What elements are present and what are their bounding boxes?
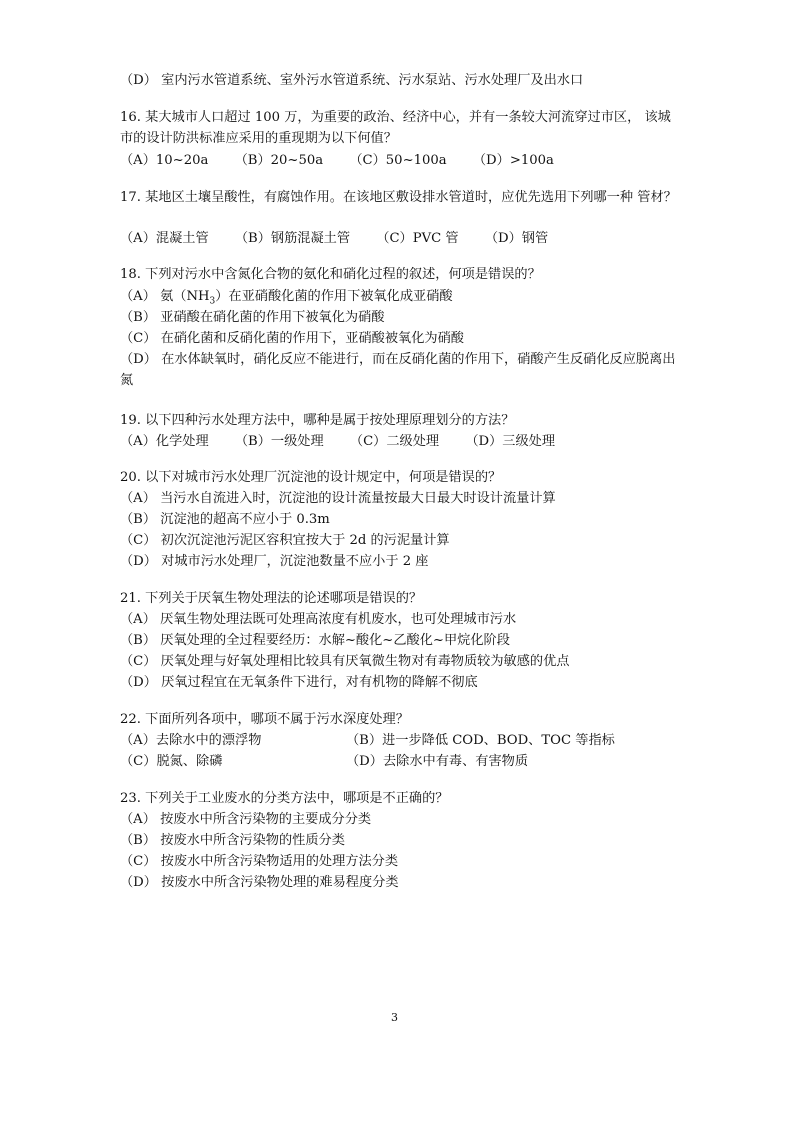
q16-option-b: （B）20~50a xyxy=(234,153,324,168)
q17-options xyxy=(120,230,570,248)
q21-option-d: （D） 厌氧过程宜在无氧条件下进行，对有机物的降解不彻底 xyxy=(120,675,478,690)
q16-options xyxy=(120,152,576,170)
q20-stem: 20. 以下对城市污水处理厂沉淀池的设计规定中，何项是错误的？ xyxy=(120,470,502,485)
q23-option-c: （C） 按废水中所含污染物适用的处理方法分类 xyxy=(120,854,399,869)
q21-option-b: （B） 厌氧处理的全过程要经历：水解~酸化~乙酸化~甲烷化阶段 xyxy=(120,633,510,648)
q22-stem: 22. 下面所列各项中，哪项不属于污水深度处理？ xyxy=(120,712,409,727)
q21-option-a: （A） 厌氧生物处理法既可处理高浓度有机废水，也可处理城市污水 xyxy=(120,612,517,627)
q19-option-c: （C）二级处理 xyxy=(349,434,440,449)
q18-option-d: （D） 在水体缺氧时，硝化反应不能进行，而在反硝化菌的作用下，硝酸产生反硝化反应脱离出氮 xyxy=(120,352,676,388)
q22-option-c: （C）脱氮、除磷 xyxy=(120,754,223,769)
q17-option-b: （B）钢筋混凝土管 xyxy=(234,231,351,246)
q18-option-a xyxy=(120,288,453,311)
q18-option-c: （C） 在硝化菌和反硝化菌的作用下，亚硝酸被氧化为硝酸 xyxy=(120,331,464,346)
q22-option-b: （B）进一步降低 COD、BOD、TOC 等指标 xyxy=(346,733,615,748)
q21-stem: 21. 下列关于厌氧生物处理法的论述哪项是错误的？ xyxy=(120,591,423,606)
q16-option-d: （D）>100a xyxy=(472,153,554,168)
q19-stem: 19. 以下四种污水处理方法中，哪种是属于按处理原理划分的方法？ xyxy=(120,413,515,428)
q16-option-a: （A）10~20a xyxy=(120,153,209,168)
q23-option-b: （B） 按废水中所含污染物的性质分类 xyxy=(120,833,345,848)
q20-option-b: （B） 沉淀池的超高不应小于 0.3m xyxy=(120,512,330,527)
q20-option-c: （C） 初次沉淀池污泥区容积宜按大于 2d 的污泥量计算 xyxy=(120,533,450,548)
q21-option-c: （C） 厌氧处理与好氧处理相比较具有厌氧微生物对有毒物质较为敏感的优点 xyxy=(120,654,570,669)
page-number: 3 xyxy=(391,1011,398,1024)
q18-option-b: （B） 亚硝酸在硝化菌的作用下被氧化为硝酸 xyxy=(120,310,385,325)
q20-option-d: （D） 对城市污水处理厂，沉淀池数量不应小于 2 座 xyxy=(120,554,429,569)
q17-stem: 17. 某地区土壤呈酸性，有腐蚀作用。在该地区敷设排水管道时，应优先选用下列哪一种 管材？ xyxy=(120,190,677,205)
q23-option-d: （D） 按废水中所含污染物处理的难易程度分类 xyxy=(120,875,399,890)
q23-stem: 23. 下列关于工业废水的分类方法中，哪项是不正确的？ xyxy=(120,791,449,806)
q22-option-a: （A）去除水中的漂浮物 xyxy=(120,733,262,748)
q22-option-d: （D）去除水中有毒、有害物质 xyxy=(346,754,529,769)
q16-stem: 16. 某大城市人口超过 100 万，为重要的政治、经济中心，并有一条较大河流穿过市区， 该城市的设计防洪标准应采用的重现期为以下何值？ xyxy=(120,110,671,146)
q15-option-d: （D） 室内污水管道系统、室外污水管道系统、污水泵站、污水处理厂及出水口 xyxy=(120,73,584,88)
q18-stem: 18. 下列对污水中含氮化合物的氨化和硝化过程的叙述，何项是错误的？ xyxy=(120,267,541,282)
q17-option-d: （D）钢管 xyxy=(484,231,549,246)
q19-options xyxy=(120,433,577,451)
q18-option-a-subscript: 3 xyxy=(209,296,216,307)
q18-option-a-suffix: ）在亚硝酸化菌的作用下被氧化成亚硝酸 xyxy=(215,289,453,304)
q23-option-a: （A） 按废水中所含污染物的主要成分分类 xyxy=(120,812,372,827)
q20-option-a: （A） 当污水自流进入时，沉淀池的设计流量按最大日最大时设计流量计算 xyxy=(120,491,556,506)
q16-option-c: （C）50~100a xyxy=(349,153,447,168)
q17-option-a: （A）混凝土管 xyxy=(120,231,209,246)
q19-option-d: （D）三级处理 xyxy=(465,434,556,449)
q18-option-a-prefix: （A） 氨（NH xyxy=(120,289,210,304)
q19-option-b: （B）一级处理 xyxy=(234,434,324,449)
q19-option-a: （A）化学处理 xyxy=(120,434,209,449)
q17-option-c: （C）PVC 管 xyxy=(376,231,459,246)
